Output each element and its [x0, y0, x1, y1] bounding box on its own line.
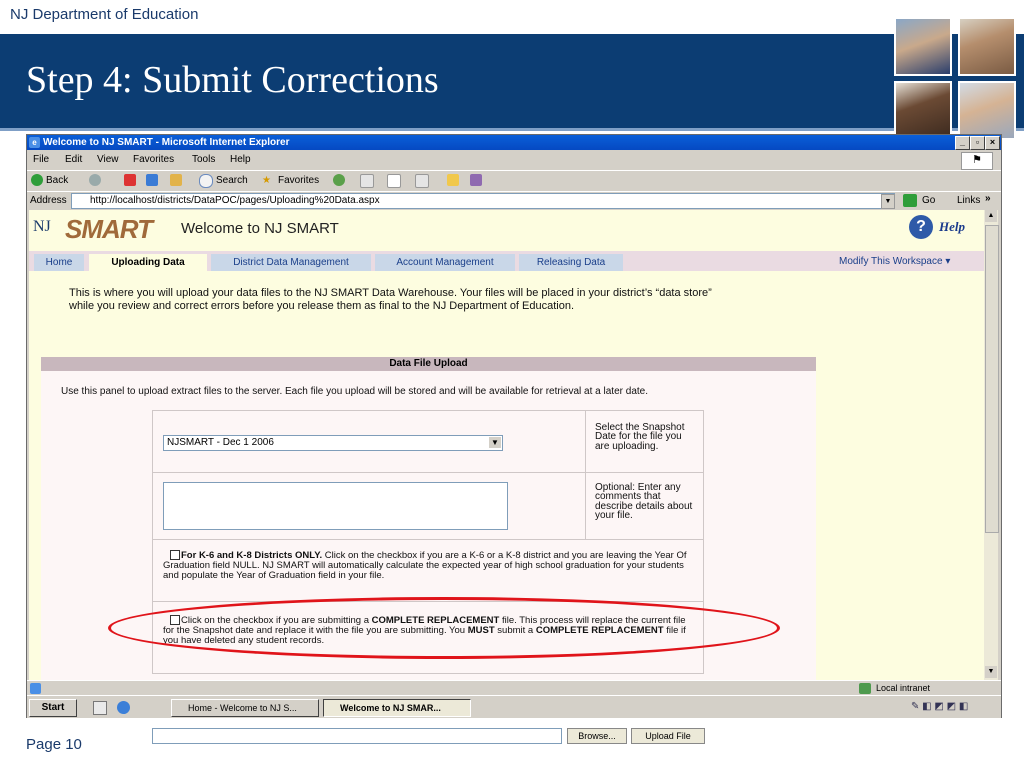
media-icon[interactable] — [333, 174, 345, 186]
search-button[interactable]: Search — [216, 175, 248, 186]
k8-district-bold: For K-6 and K-8 Districts ONLY. — [181, 550, 323, 561]
comments-help-text: Optional: Enter any comments that describe details about your file. — [595, 482, 693, 522]
folder-icon[interactable] — [447, 174, 459, 186]
right-blank-area — [841, 357, 984, 687]
chevron-down-icon[interactable]: ▼ — [489, 437, 501, 448]
menu-view[interactable]: View — [97, 154, 119, 165]
quicklaunch-ie-icon[interactable] — [117, 701, 130, 714]
address-label: Address — [30, 195, 67, 206]
people-photo-4 — [958, 81, 1016, 140]
row-divider — [153, 539, 703, 540]
department-label: NJ Department of Education — [10, 6, 199, 23]
ie-icon: e — [29, 137, 40, 148]
address-dropdown-icon[interactable]: ▼ — [881, 194, 895, 209]
minimize-icon[interactable]: _ — [955, 136, 970, 150]
intranet-icon — [859, 683, 871, 694]
back-arrow-icon[interactable] — [31, 174, 43, 186]
chevron-right-icon[interactable]: » — [985, 193, 991, 204]
scroll-up-icon[interactable]: ▲ — [985, 210, 997, 222]
refresh-icon[interactable] — [146, 174, 158, 186]
mail-icon[interactable] — [387, 174, 401, 188]
scroll-down-icon[interactable]: ▼ — [985, 666, 997, 678]
tab-district-data-management[interactable]: District Data Management — [211, 254, 371, 271]
search-icon[interactable] — [199, 174, 213, 188]
upload-file-button[interactable]: Upload File — [631, 728, 705, 744]
menu-bar — [27, 151, 1001, 169]
intro-text: This is where you will upload your data files to the NJ SMART Data Warehouse. Your files will be placed in your district’s “data store” while you review and correct errors before you release them as final to the NJ Department of Education. — [69, 287, 712, 312]
logo-smart: SMART — [65, 214, 152, 244]
help-icon[interactable]: ? — [909, 215, 933, 239]
browser-toolbar — [27, 170, 1001, 191]
modify-workspace-menu[interactable]: Modify This Workspace ▾ — [839, 256, 951, 267]
scrollbar-thumb[interactable] — [985, 225, 999, 533]
help-link[interactable]: Help — [939, 219, 965, 234]
links-button[interactable]: Links — [957, 195, 981, 206]
tab-releasing-data[interactable]: Releasing Data — [519, 254, 623, 271]
snapshot-date-value: NJSMART - Dec 1 2006 — [167, 437, 274, 448]
windows-logo-icon: ⚑ — [961, 152, 993, 170]
browser-title: Welcome to NJ SMART - Microsoft Internet Explorer — [43, 137, 290, 148]
history-icon[interactable] — [360, 174, 374, 188]
star-icon[interactable]: ★ — [262, 175, 271, 186]
tab-home[interactable]: Home — [34, 254, 84, 271]
k8-district-text — [163, 551, 693, 581]
comments-textarea[interactable] — [163, 482, 508, 530]
tab-uploading-data[interactable]: Uploading Data — [89, 254, 207, 271]
messenger-icon[interactable] — [470, 174, 482, 186]
browse-button[interactable]: Browse... — [567, 728, 627, 744]
page-number: Page 10 — [26, 736, 82, 753]
quicklaunch-desktop-icon[interactable] — [93, 701, 107, 715]
logo-nj: NJ — [33, 218, 51, 235]
go-arrow-icon[interactable] — [903, 194, 917, 207]
stop-icon[interactable] — [124, 174, 136, 186]
menu-tools[interactable]: Tools — [192, 154, 216, 165]
security-zone-label: Local intranet — [876, 683, 931, 693]
system-tray-icons — [911, 701, 989, 713]
page-status-icon — [30, 683, 41, 694]
browser-title-bar — [27, 135, 1001, 150]
go-button[interactable]: Go — [922, 195, 936, 206]
address-input[interactable] — [71, 193, 895, 209]
welcome-heading: Welcome to NJ SMART — [181, 220, 339, 237]
favorites-button[interactable]: Favorites — [278, 175, 320, 186]
snapshot-date-select[interactable] — [163, 435, 503, 451]
people-photo-1 — [894, 17, 952, 76]
row-divider — [153, 472, 703, 473]
people-photo-2 — [958, 17, 1016, 76]
start-button[interactable]: Start — [29, 699, 77, 717]
snapshot-help-text: Select the Snapshot Date for the file you are uploading. — [595, 422, 685, 452]
complete-replacement-text: Click on the checkbox if you are submitting a COMPLETE REPLACEMENT file. This process will replace the current file for the Snapshot date and replace it with the file you are submitting. You MUST submit a COMPLETE REPLACEMENT file if you have deleted any student records. — [163, 615, 686, 646]
panel-heading: Data File Upload — [41, 357, 816, 371]
banner-divider — [0, 128, 1024, 131]
address-url: http://localhost/districts/DataPOC/pages/Uploading%20Data.aspx — [90, 195, 380, 206]
people-photo-3 — [894, 81, 952, 140]
menu-favorites[interactable]: Favorites — [133, 154, 175, 165]
taskbar — [27, 695, 1001, 718]
forward-arrow-icon[interactable] — [89, 174, 101, 186]
k8-district-body: Click on the checkbox if you are a K-6 or a K-8 district and you are leaving the Year Of Graduation field NULL. NJ SMART will automatically calculate the expected year of high school graduation for your students and populate the Year of Graduation field in your file. — [163, 550, 687, 581]
status-bar — [27, 680, 1001, 696]
back-button[interactable]: Back — [46, 175, 69, 186]
print-icon[interactable] — [415, 174, 429, 188]
home-icon[interactable] — [170, 174, 182, 186]
column-divider — [585, 411, 586, 539]
menu-edit[interactable]: Edit — [65, 154, 83, 165]
tab-account-management[interactable]: Account Management — [375, 254, 515, 271]
maximize-icon[interactable]: ▫ — [970, 136, 985, 150]
slide-title: Step 4: Submit Corrections — [26, 59, 439, 101]
highlight-ellipse — [108, 597, 780, 659]
close-icon[interactable]: × — [985, 136, 1000, 150]
modify-workspace-label: Modify This Workspace — [839, 256, 943, 267]
address-bar — [27, 191, 1001, 210]
task-home-window[interactable]: Home - Welcome to NJ S... — [171, 699, 319, 717]
menu-help[interactable]: Help — [230, 154, 251, 165]
panel-description: Use this panel to upload extract files to the server. Each file you upload will be stored and will be available for retrieval at a later date. — [61, 386, 648, 397]
task-welcome-window[interactable]: Welcome to NJ SMAR... — [323, 699, 471, 717]
file-path-input[interactable] — [152, 728, 562, 744]
menu-file[interactable]: File — [33, 154, 50, 165]
tray-icons-glyphs: ✎ ◧ ◩ ◩ ◧ — [911, 701, 969, 712]
